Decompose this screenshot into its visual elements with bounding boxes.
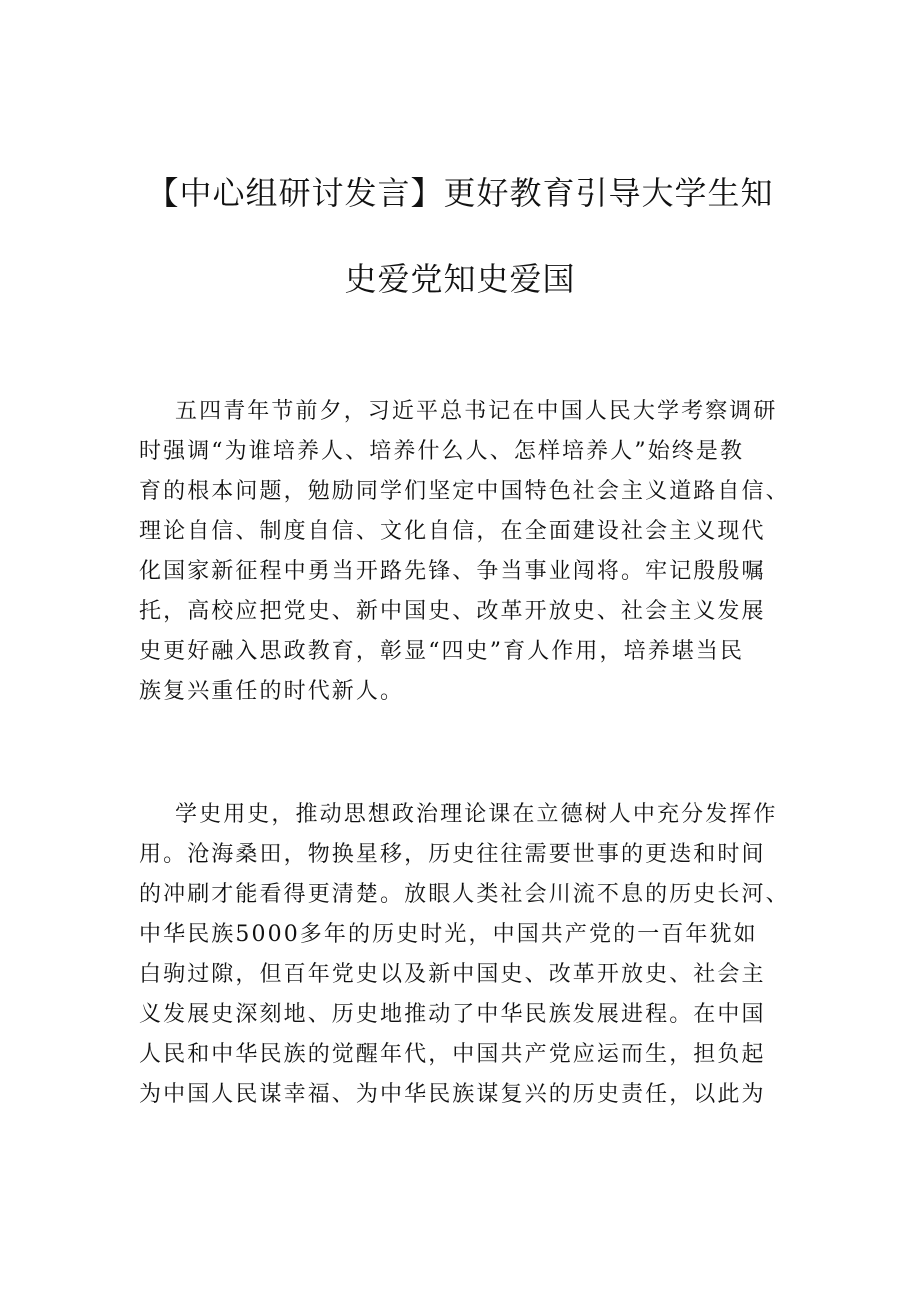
- paragraph-line: 义发展史深刻地、历史地推动了中华民族发展进程。在中国: [139, 1002, 766, 1027]
- paragraph-line: 托，高校应把党史、新中国史、改革开放史、社会主义发展: [139, 599, 766, 624]
- paragraph-line: 育的根本问题，勉励同学们坚定中国特色社会主义道路自信、: [139, 479, 790, 504]
- paragraph-line: 学史用史，推动思想政治理论课在立德树人中充分发挥作: [175, 802, 778, 827]
- paragraph-line: 族复兴重任的时代新人。: [139, 679, 405, 704]
- paragraph-line: 化国家新征程中勇当开路先锋、争当事业闯将。牢记殷殷嘱: [139, 559, 766, 584]
- paragraph-line: 中华民族5000多年的历史时光，中国共产党的一百年犹如: [139, 922, 758, 947]
- title-line-1: 【中心组研讨发言】更好教育引导大学生知: [146, 174, 774, 212]
- paragraph-line: 为中国人民谋幸福、为中华民族谋复兴的历史责任，以此为: [139, 1082, 766, 1107]
- paragraph-line: 用。沧海桑田，物换星移，历史往往需要世事的更迭和时间: [139, 842, 766, 867]
- paragraph-1: [139, 392, 789, 712]
- paragraph-line: 理论自信、制度自信、文化自信，在全面建设社会主义现代: [139, 519, 766, 544]
- paragraph-line: 白驹过隙，但百年党史以及新中国史、改革开放史、社会主: [139, 962, 766, 987]
- paragraph-line: 史更好融入思政教育，彰显“四史”育人作用，培养堪当民: [139, 639, 745, 664]
- paragraph-line: 五四青年节前夕，习近平总书记在中国人民大学考察调研: [175, 399, 778, 424]
- paragraph-line: 人民和中华民族的觉醒年代，中国共产党应运而生，担负起: [139, 1042, 766, 1067]
- paragraph-line: 的冲刷才能看得更清楚。放眼人类社会川流不息的历史长河、: [139, 882, 790, 907]
- title-line-2: 史爱党知史爱国: [344, 260, 576, 298]
- paragraph-2: [139, 795, 789, 1115]
- paragraph-line: 时强调“为谁培养人、培养什么人、怎样培养人”始终是教: [139, 439, 745, 464]
- document-title: [0, 150, 920, 322]
